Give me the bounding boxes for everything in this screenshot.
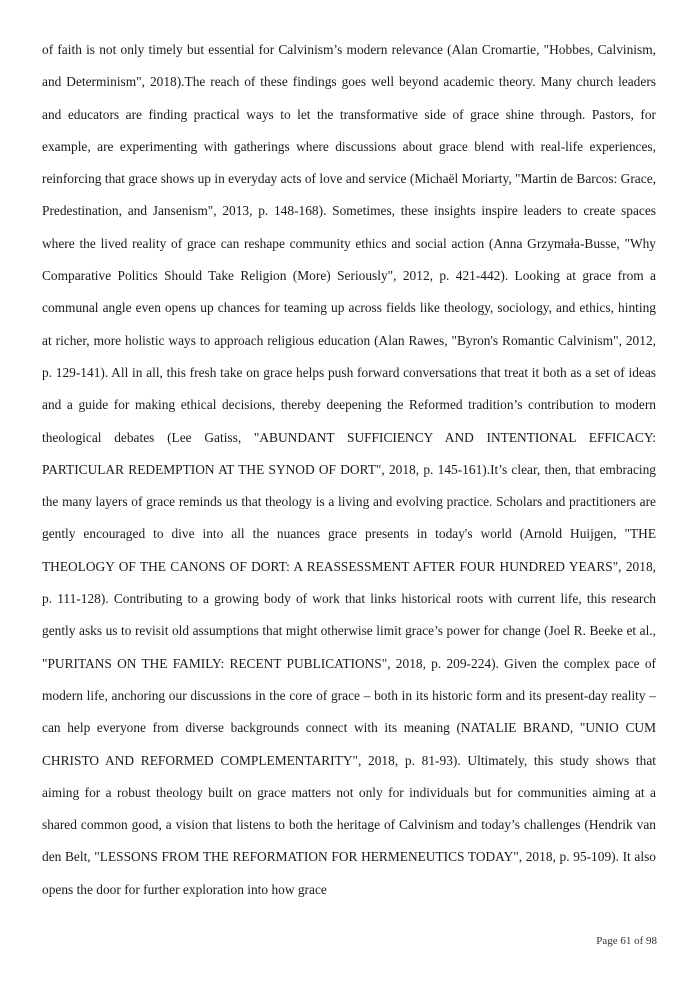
- page-number: Page 61 of 98: [596, 935, 657, 947]
- body-paragraph: of faith is not only timely but essential for Calvinism’s modern relevance (Alan Cromartie, "Hobbes, Calvinism, and Determinism", 2018).The reach of these findings goes well beyond academic theory. Many church leaders and educators are finding practical ways to let the transformative side of grace shine through. Pastors, for example, are experimenting with gatherings where discussions about grace blend with real-life experiences, reinforcing that grace shows up in everyday acts of love and service (Michaël Moriarty, "Martin de Barcos: Grace, Predestination, and Jansenism", 2013, p. 148-168). Sometimes, these insights inspire leaders to create spaces where the lived reality of grace can reshape community ethics and social action (Anna Grzymała-Busse, "Why Comparative Politics Should Take Religion (More) Seriously", 2012, p. 421-442). Looking at grace from a communal angle even opens up chances for teaming up across fields like theology, sociology, and ethics, hinting at richer, more holistic ways to approach religious education (Alan Rawes, "Byron's Romantic Calvinism", 2012, p. 129-141). All in all, this fresh take on grace helps push forward conversations that treat it both as a set of ideas and a guide for making ethical decisions, thereby deepening the Reformed tradition’s contribution to modern theological debates (Lee Gatiss, "ABUNDANT SUFFICIENCY AND INTENTIONAL EFFICACY: PARTICULAR REDEMPTION AT THE SYNOD OF DORT", 2018, p. 145-161).It’s clear, then, that embracing the many layers of grace reminds us that theology is a living and evolving practice. Scholars and practitioners are gently encouraged to dive into all the nuances grace presents in today's world (Arnold Huijgen, "THE THEOLOGY OF THE CANONS OF DORT: A REASSESSMENT AFTER FOUR HUNDRED YEARS", 2018, p. 111-128). Contributing to a growing body of work that links historical roots with current life, this research gently asks us to revisit old assumptions that might otherwise limit grace’s power for change (Joel R. Beeke et al., "PURITANS ON THE FAMILY: RECENT PUBLICATIONS", 2018, p. 209-224). Given the complex pace of modern life, anchoring our discussions in the core of grace – both in its historic form and its present-day reality – can help everyone from diverse backgrounds connect with its meaning (NATALIE BRAND, "UNIO CUM CHRISTO AND REFORMED COMPLEMENTARITY", 2018, p. 81-93). Ultimately, this study shows that aiming for a robust theology built on grace matters not only for individuals but for communities aiming at a shared common good, a vision that listens to both the heritage of Calvinism and today’s challenges (Hendrik van den Belt, "LESSONS FROM THE REFORMATION FOR HERMENEUTICS TODAY", 2018, p. 95-109). It also opens the door for further exploration into how grace: [42, 42, 656, 897]
